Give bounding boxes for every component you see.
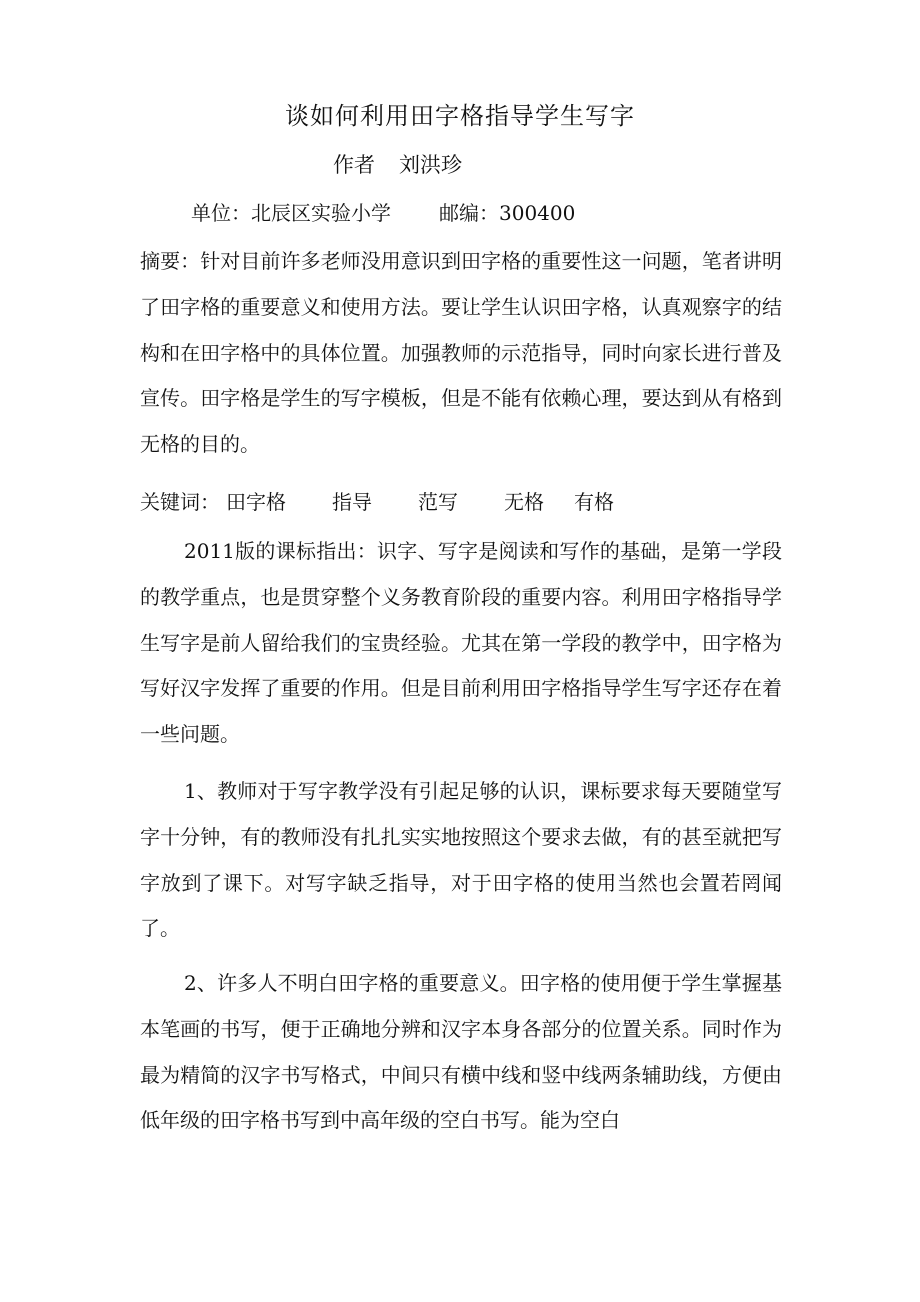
keyword: 范写 (418, 490, 458, 514)
unit-label: 单位： (191, 201, 251, 225)
document-title: 谈如何利用田字格指导学生写字 (285, 102, 635, 130)
keywords-label: 关键词： (140, 490, 220, 514)
keyword: 无格 (504, 490, 544, 514)
body-paragraph: 2011版的课标指出：识字、写字是阅读和写作的基础，是第一学段的教学重点，也是贯穿整个义务教育阶段的重要内容。利用田字格指导学生写字是前人留给我们的宝贵经验。尤其在第一学段的教学中，田字格为写好汉字发挥了重要的作用。但是目前利用田字格指导学生写字还存在着一些问题。 (140, 539, 782, 747)
postcode-label: 邮编： (439, 201, 499, 225)
body-paragraph: 1、教师对于写字教学没有引起足够的认识，课标要求每天要随堂写字十分钟，有的教师没有扎扎实实地按照这个要求去做，有的甚至就把写字放到了课下。对写字缺乏指导，对于田字格的使用当然也会置若罔闻了。 (140, 779, 782, 941)
keyword: 指导 (332, 490, 372, 514)
author-label: 作者 (333, 153, 375, 177)
keyword: 有格 (574, 490, 614, 514)
keyword: 田字格 (226, 490, 286, 514)
affiliation-line (191, 195, 575, 231)
author-line (333, 147, 462, 183)
body-paragraph: 2、许多人不明白田字格的重要意义。田字格的使用便于学生掌握基本笔画的书写，便于正确地分辨和汉字本身各部分的位置关系。同时作为最为精简的汉字书写格式，中间只有横中线和竖中线两条辅助线，方便由低年级的田字格书写到中高年级的空白书写。能为空白 (140, 971, 782, 1133)
unit-name: 北辰区实验小学 (251, 201, 391, 225)
keywords-line (140, 480, 614, 525)
postcode: 300400 (499, 201, 576, 225)
author-name: 刘洪珍 (399, 153, 462, 177)
abstract: 摘要：针对目前许多老师没用意识到田字格的重要性这一问题，笔者讲明了田字格的重要意义和使用方法。要让学生认识田字格，认真观察字的结构和在田字格中的具体位置。加强教师的示范指导，同时向家长进行普及宣传。田字格是学生的写字模板，但是不能有依赖心理，要达到从有格到无格的目的。 (140, 249, 782, 457)
